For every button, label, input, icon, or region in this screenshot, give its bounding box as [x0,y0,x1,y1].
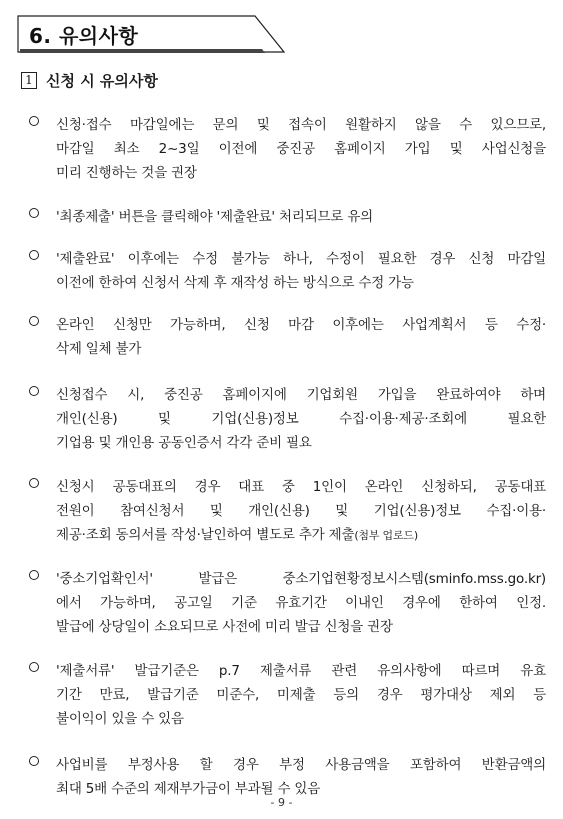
notice-line [56,137,546,161]
notice-line [56,337,546,361]
circle-bullet-icon [29,386,39,396]
notice-text: 개인(신용) 및 기업(신용)정보 수집·이용·제공·조회에 필요한 [56,411,546,427]
notice-line [56,205,546,229]
notice-item [26,753,546,801]
notice-item [26,567,546,639]
circle-bullet-icon [29,478,39,488]
notice-text: 삭제 일체 불가 [56,341,142,357]
notice-line [56,683,546,707]
circle-bullet-icon [29,116,39,126]
notice-item [26,113,546,185]
notice-text: 기업용 및 개인용 공동인증서 각각 준비 필요 [56,435,312,451]
page-number: - 9 - [270,796,293,809]
notice-text: 신청·접수 마감일에는 문의 및 접속이 원활하지 않을 수 있으므로, [56,117,546,133]
circle-bullet-icon [29,756,39,766]
notice-line [56,659,546,683]
notice-line [56,567,546,591]
notice-text: '제출서류' 발급기준은 p.7 제출서류 관련 유의사항에 따르며 유효 [56,663,546,679]
notice-line [56,407,546,431]
notice-item [26,383,546,455]
notice-text: 이전에 한하여 신청서 삭제 후 재작성 하는 방식으로 수정 가능 [56,275,414,291]
notice-line [56,753,546,777]
notice-line [56,475,546,499]
notice-text: '제출완료' 이후에는 수정 불가능 하나, 수정이 필요한 경우 신청 마감일 [56,251,546,267]
notice-text: 마감일 최소 2~3일 이전에 중진공 홈페이지 가입 및 사업신청을 [56,141,546,157]
section-header [17,15,285,53]
notice-line [56,113,546,137]
subsection-number-box: 1 [21,72,37,89]
circle-bullet-icon [29,570,39,580]
notice-text: 신청접수 시, 중진공 홈페이지에 기업회원 가입을 완료하여야 하며 [56,387,546,403]
section-title: 6. 유의사항 [29,24,139,48]
notice-note: (첨부 업로드) [354,529,418,542]
notice-list [26,113,546,801]
notice-line [56,591,546,615]
notice-line [56,161,546,185]
circle-bullet-icon [29,662,39,672]
notice-text: 미리 진행하는 것을 권장 [56,165,197,181]
notice-text: 사업비를 부정사용 할 경우 부정 사용금액을 포함하여 반환금액의 [56,757,546,773]
circle-bullet-icon [29,208,39,218]
notice-item [26,205,546,229]
notice-text: 발급에 상당일이 소요되므로 사전에 미리 발급 신청을 권장 [56,619,393,635]
notice-item [26,475,546,547]
notice-line [56,247,546,271]
notice-text: 제공·조회 동의서를 작성·날인하여 별도로 추가 제출 [56,527,355,543]
notice-item [26,313,546,361]
notice-item [26,247,546,295]
notice-line [56,271,546,295]
notice-line [56,615,546,639]
notice-item [26,659,546,731]
notice-line [56,313,546,337]
notice-text: 기간 만료, 발급기준 미준수, 미제출 등의 경우 평가대상 제외 등 [56,687,546,703]
notice-line [56,499,546,523]
notice-line [56,383,546,407]
notice-text: 불이익이 있을 수 있음 [56,711,184,727]
notice-line [56,523,546,547]
notice-line [56,431,546,455]
notice-line [56,707,546,731]
circle-bullet-icon [29,250,39,260]
notice-text: '중소기업확인서' 발급은 중소기업현황정보시스템(sminfo.mss.go.kr) [56,571,546,587]
subsection-heading [21,69,158,91]
notice-text: '최종제출' 버튼을 클릭해야 '제출완료' 처리되므로 유의 [56,209,374,225]
subsection-title: 신청 시 유의사항 [46,71,158,90]
notice-text: 최대 5배 수준의 제재부가금이 부과될 수 있음 [56,781,321,797]
notice-text: 신청시 공동대표의 경우 대표 중 1인이 온라인 신청하되, 공동대표 [56,479,546,495]
circle-bullet-icon [29,316,39,326]
notice-text: 에서 가능하며, 공고일 기준 유효기간 이내인 경우에 한하여 인정. [56,595,546,611]
notice-text: 온라인 신청만 가능하며, 신청 마감 이후에는 사업계획서 등 수정· [56,317,546,333]
notice-text: 전원이 참여신청서 및 개인(신용) 및 기업(신용)정보 수집·이용· [56,503,546,519]
